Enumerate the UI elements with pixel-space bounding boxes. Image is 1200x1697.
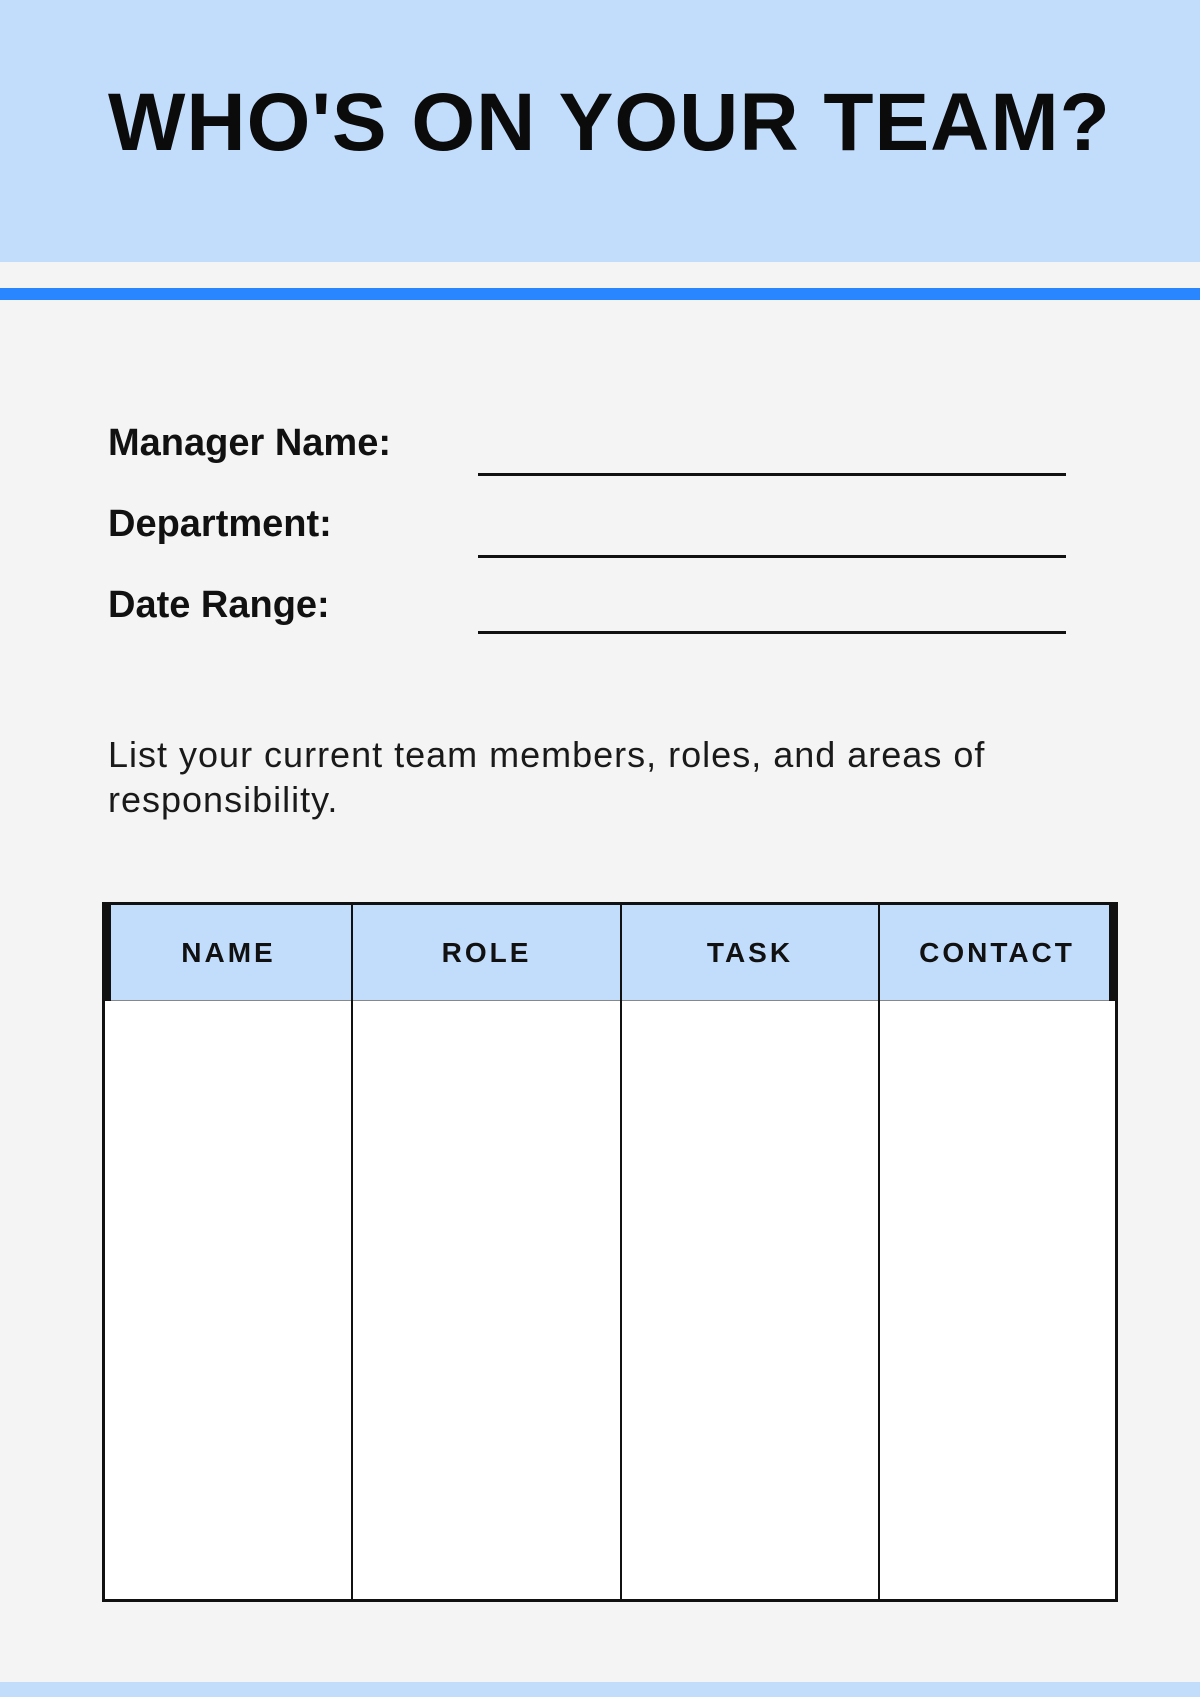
footer-band bbox=[0, 1682, 1200, 1697]
column-header-task: TASK bbox=[706, 937, 794, 968]
manager-name-line[interactable] bbox=[478, 473, 1066, 476]
department-label: Department: bbox=[108, 503, 332, 545]
header-gap bbox=[0, 262, 1200, 288]
column-header-contact: CONTACT bbox=[919, 937, 1075, 968]
department-line[interactable] bbox=[478, 555, 1066, 558]
manager-name-label: Manager Name: bbox=[108, 422, 391, 464]
table-header-row bbox=[105, 905, 1115, 1001]
page-title: WHO'S ON YOUR TEAM? bbox=[108, 77, 1111, 168]
instructions-text: List your current team members, roles, and areas of responsibility. bbox=[108, 734, 986, 820]
team-table bbox=[102, 902, 1118, 1602]
header-band bbox=[0, 0, 1200, 262]
table-body[interactable] bbox=[105, 1001, 1115, 1599]
accent-rule bbox=[0, 288, 1200, 300]
date-range-label: Date Range: bbox=[108, 584, 330, 626]
date-range-line[interactable] bbox=[478, 631, 1066, 634]
column-header-role: ROLE bbox=[441, 937, 532, 968]
column-header-name: NAME bbox=[181, 937, 276, 968]
